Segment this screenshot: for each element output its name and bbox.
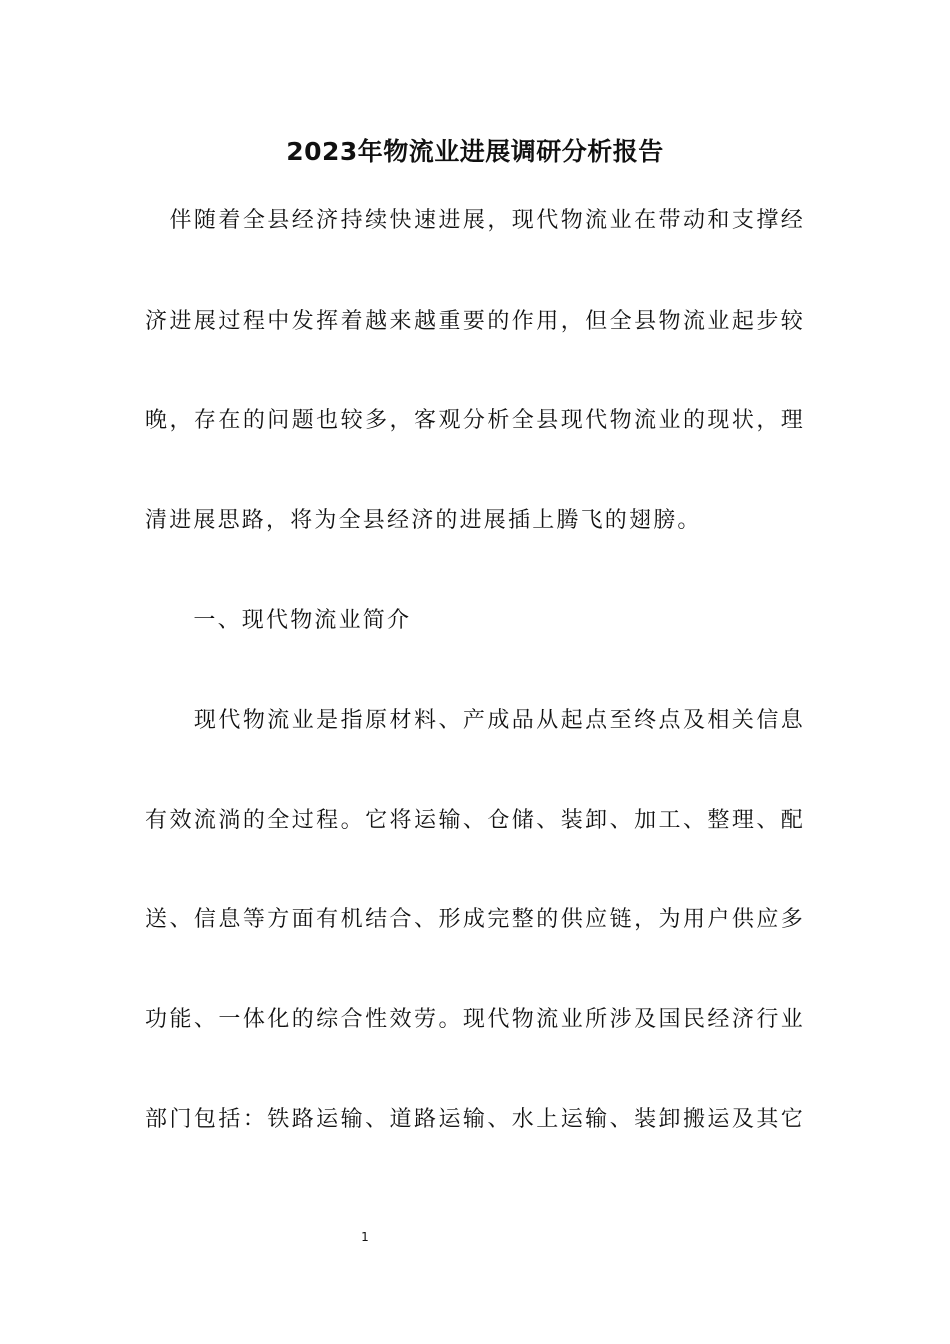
paragraph-line: 清进展思路，将为全县经济的进展插上腾飞的翅膀。 (145, 508, 702, 533)
paragraph-line: 有效流淌的全过程。它将运输、仓储、装卸、加工、整理、配 (145, 808, 805, 833)
paragraph-line: 功能、一体化的综合性效劳。现代物流业所涉及国民经济行业 (145, 1007, 805, 1032)
document-title: 2023年物流业进展调研分析报告 (286, 137, 664, 166)
page-number: 1 (361, 1230, 369, 1244)
section-heading: 一、现代物流业简介 (145, 608, 412, 633)
paragraph-line: 晚，存在的问题也较多，客观分析全县现代物流业的现状，理 (145, 408, 805, 433)
paragraph-line: 现代物流业是指原材料、产成品从起点至终点及相关信息 (145, 708, 805, 733)
paragraph-line: 部门包括：铁路运输、道路运输、水上运输、装卸搬运及其它 (145, 1107, 805, 1132)
paragraph-line: 伴随着全县经济持续快速进展，现代物流业在带动和支撑经 (145, 208, 805, 233)
paragraph-line: 济进展过程中发挥着越来越重要的作用，但全县物流业起步较 (145, 309, 805, 334)
paragraph-line: 送、信息等方面有机结合、形成完整的供应链，为用户供应多 (145, 907, 805, 932)
